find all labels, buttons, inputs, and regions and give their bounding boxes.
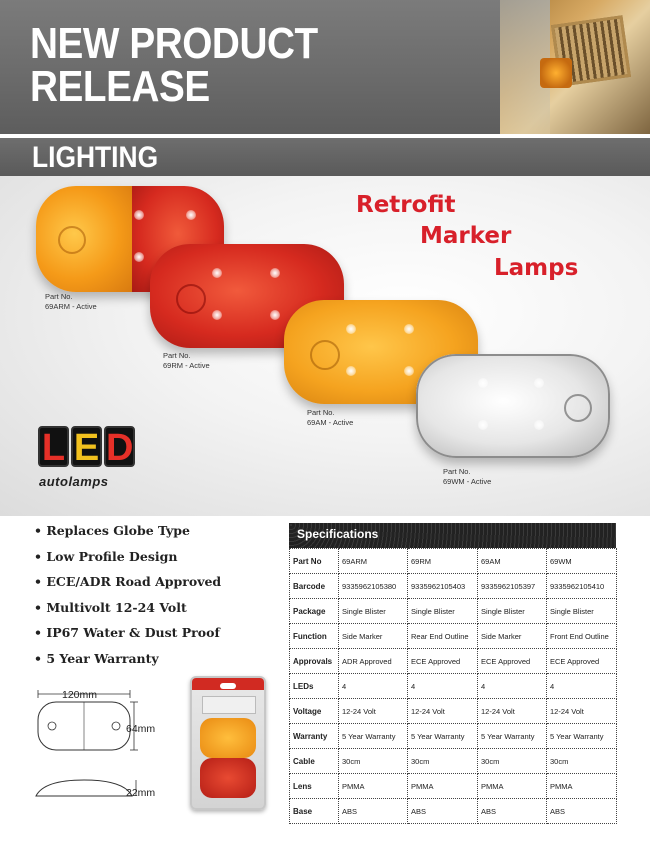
table-cell: 4 — [408, 674, 478, 699]
table-row — [290, 674, 617, 699]
header-banner — [0, 0, 650, 134]
table-cell: Side Marker — [478, 624, 547, 649]
table-cell: 5 Year Warranty — [408, 724, 478, 749]
dim-width: 64mm — [126, 723, 156, 735]
feature-item: • Multivolt 12-24 Volt — [34, 599, 187, 615]
specifications-title: Specifications — [297, 527, 379, 541]
table-cell: ADR Approved — [339, 649, 408, 674]
table-cell: 30cm — [408, 749, 478, 774]
brand-tagline: autolamps — [39, 474, 109, 489]
table-cell: PMMA — [478, 774, 547, 799]
table-row — [290, 799, 617, 824]
table-cell: Single Blister — [478, 599, 547, 624]
table-cell: 4 — [478, 674, 547, 699]
table-row — [290, 749, 617, 774]
row-header: Warranty — [290, 724, 339, 749]
table-cell: Front End Outline — [547, 624, 617, 649]
table-cell: Single Blister — [408, 599, 478, 624]
table-row — [290, 599, 617, 624]
feature-item: • Low Profile Design — [34, 548, 178, 564]
table-row — [290, 774, 617, 799]
table-cell: 5 Year Warranty — [339, 724, 408, 749]
table-cell: 5 Year Warranty — [478, 724, 547, 749]
dim-height: 22mm — [126, 787, 156, 799]
led-autolamps-logo: L E D — [38, 426, 137, 467]
dimension-drawing — [30, 688, 160, 803]
row-header: Voltage — [290, 699, 339, 724]
title-line-2: RELEASE — [30, 62, 210, 111]
table-cell: ECE Approved — [547, 649, 617, 674]
specifications-header — [289, 523, 616, 548]
lamp-69wm-image — [416, 354, 610, 458]
headline-retrofit: Retrofit — [356, 192, 456, 218]
table-cell: 9335962105380 — [339, 574, 408, 599]
table-cell: Side Marker — [339, 624, 408, 649]
table-cell: ABS — [478, 799, 547, 824]
table-cell: ECE Approved — [478, 649, 547, 674]
table-cell: 4 — [339, 674, 408, 699]
specifications-table — [289, 548, 617, 824]
row-header: Approvals — [290, 649, 339, 674]
table-cell: ABS — [408, 799, 478, 824]
table-cell: Single Blister — [547, 599, 617, 624]
table-cell: 69WM — [547, 549, 617, 574]
row-header: Function — [290, 624, 339, 649]
table-cell: 9335962105410 — [547, 574, 617, 599]
feature-item: • Replaces Globe Type — [34, 523, 190, 538]
table-cell: ECE Approved — [408, 649, 478, 674]
header-photo — [500, 0, 650, 134]
category-label: LIGHTING — [32, 141, 159, 174]
page-title — [30, 19, 318, 111]
feature-item: • ECE/ADR Road Approved — [34, 574, 222, 589]
headline-marker: Marker — [420, 223, 512, 249]
row-header: Lens — [290, 774, 339, 799]
table-cell: 12-24 Volt — [339, 699, 408, 724]
part-label-69am: Part No. 69AM - Active — [307, 408, 354, 427]
title-line-1: NEW PRODUCT — [30, 19, 318, 68]
table-cell: PMMA — [408, 774, 478, 799]
blister-package-image — [190, 676, 266, 810]
table-row — [290, 699, 617, 724]
table-row — [290, 549, 617, 574]
row-header: Package — [290, 599, 339, 624]
table-cell: Single Blister — [339, 599, 408, 624]
table-cell: ABS — [547, 799, 617, 824]
table-cell: ABS — [339, 799, 408, 824]
table-cell: 12-24 Volt — [547, 699, 617, 724]
table-row — [290, 574, 617, 599]
table-cell: PMMA — [547, 774, 617, 799]
table-cell: 9335962105403 — [408, 574, 478, 599]
table-row — [290, 624, 617, 649]
table-row — [290, 649, 617, 674]
row-header: Barcode — [290, 574, 339, 599]
table-cell: 12-24 Volt — [478, 699, 547, 724]
part-label-69arm: Part No. 69ARM - Active — [45, 292, 97, 311]
table-cell: 69AM — [478, 549, 547, 574]
table-cell: 30cm — [339, 749, 408, 774]
feature-item: • 5 Year Warranty — [34, 650, 159, 666]
table-cell: 69ARM — [339, 549, 408, 574]
feature-item: • IP67 Water & Dust Proof — [34, 625, 220, 640]
row-header: Base — [290, 799, 339, 824]
table-cell: 5 Year Warranty — [547, 724, 617, 749]
row-header: Part No — [290, 549, 339, 574]
table-cell: 4 — [547, 674, 617, 699]
part-label-69wm: Part No. 69WM - Active — [443, 467, 492, 486]
category-bar — [0, 138, 650, 176]
table-cell: 9335962105397 — [478, 574, 547, 599]
row-header: Cable — [290, 749, 339, 774]
table-row — [290, 724, 617, 749]
table-cell: Rear End Outline — [408, 624, 478, 649]
table-cell: 12-24 Volt — [408, 699, 478, 724]
feature-list — [34, 521, 221, 674]
part-label-69rm: Part No. 69RM - Active — [163, 351, 210, 370]
table-cell: PMMA — [339, 774, 408, 799]
table-cell: 30cm — [547, 749, 617, 774]
headline-lamps: Lamps — [494, 255, 579, 281]
row-header: LEDs — [290, 674, 339, 699]
table-cell: 69RM — [408, 549, 478, 574]
table-cell: 30cm — [478, 749, 547, 774]
dim-length: 120mm — [62, 689, 98, 701]
